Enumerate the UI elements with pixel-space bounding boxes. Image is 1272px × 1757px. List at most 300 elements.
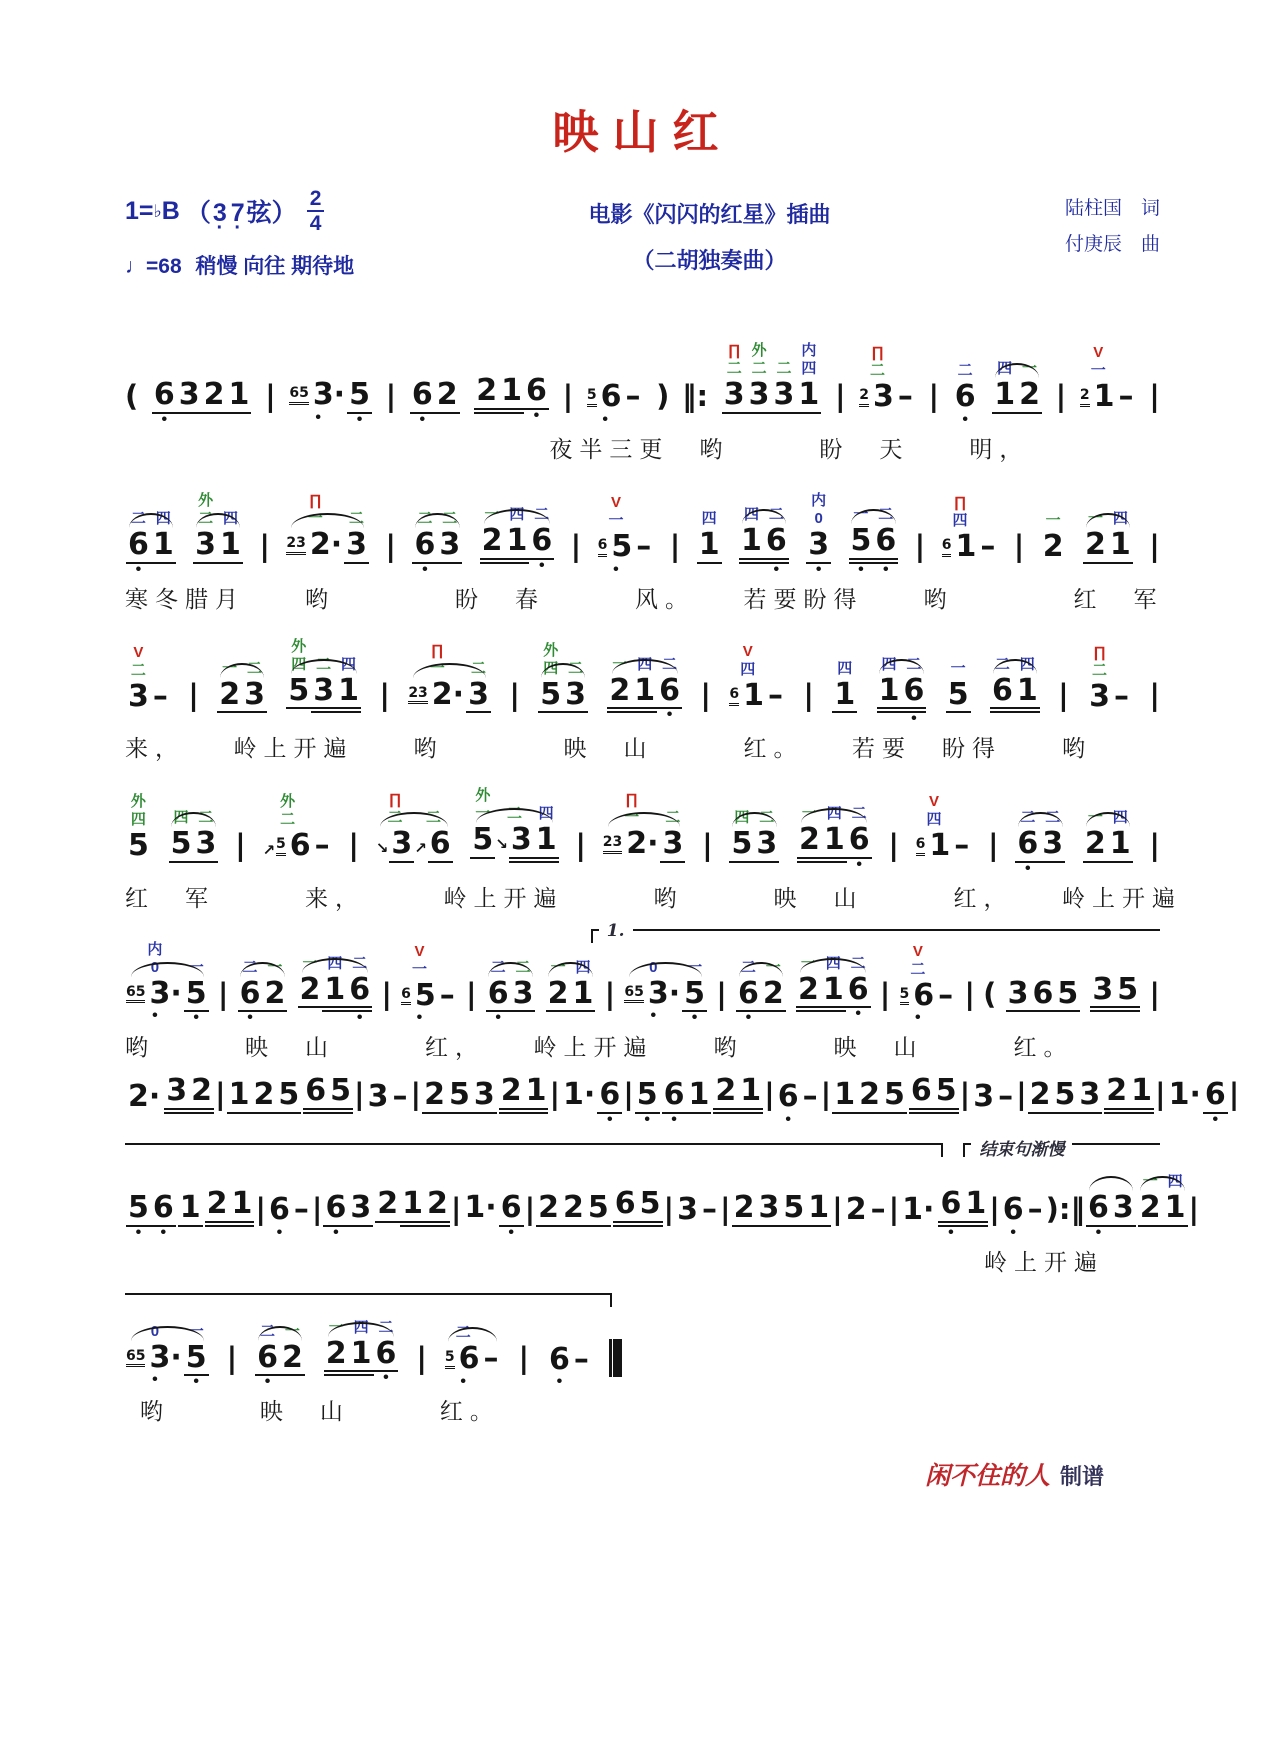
note-group [125, 921, 210, 1028]
note-digit: 6 [909, 1074, 934, 1114]
note-main [1006, 977, 1031, 1013]
note-digit: 6 [375, 1335, 397, 1371]
note-main [634, 530, 653, 564]
octave-dot: • [276, 1223, 283, 1241]
note [1080, 324, 1117, 429]
duration-dash: – [702, 1191, 717, 1227]
note-group [409, 322, 461, 429]
note [586, 1135, 611, 1242]
barline: | [1016, 1076, 1027, 1111]
note-main [1017, 378, 1042, 414]
fingering-mark: 四 [740, 661, 756, 679]
end-repeat-sign: ):‖ [1045, 1191, 1086, 1226]
fingering-annotations [354, 1281, 369, 1337]
note-main [472, 1078, 497, 1114]
note-main [286, 674, 311, 710]
note-group [545, 921, 597, 1028]
octave-dot: • [152, 1007, 158, 1025]
note-digit: 6 [1032, 975, 1054, 1011]
note [796, 322, 821, 429]
score-line [125, 1131, 1200, 1277]
transcriber-suffix: 制谱 [1059, 1464, 1104, 1491]
octave-dot [685, 1227, 689, 1242]
note-main [877, 674, 902, 714]
note [869, 1137, 888, 1242]
barline: | [416, 1341, 427, 1376]
note-digit: 6 [548, 1341, 570, 1377]
octave-dot [1148, 1227, 1152, 1242]
duration-dash: – [938, 977, 954, 1013]
note-group [163, 1066, 215, 1127]
fingering-annotations [1143, 1135, 1158, 1191]
note [311, 618, 336, 729]
note-digit: 2 [1104, 1074, 1129, 1114]
page-title: 映山红 [552, 105, 733, 159]
note-digit: 2 [253, 1077, 275, 1113]
fingering-mark: 一 [950, 659, 966, 677]
note-digit: 5 [947, 676, 969, 712]
note-digit: 3 [808, 526, 830, 562]
notes-row [125, 1281, 622, 1392]
fingering-mark: 四 [130, 811, 146, 829]
fingering-mark: 二 [316, 655, 332, 673]
note-main [896, 380, 915, 414]
note [1104, 1066, 1129, 1127]
note-digit: 2 [480, 524, 505, 564]
octave-dot [1002, 414, 1006, 429]
fingering-annotations [1113, 771, 1128, 827]
octave-dot [1124, 414, 1128, 429]
fingering-annotations [568, 622, 583, 678]
note-digit: 6 [414, 526, 436, 562]
note-digit: 1 [504, 524, 529, 564]
note-digit: 2 [796, 973, 821, 1013]
octave-dot [1183, 1112, 1187, 1125]
barline: | [879, 977, 891, 1012]
note [126, 921, 184, 1028]
octave-dot [188, 1227, 192, 1242]
note [280, 1285, 305, 1392]
barline: | [379, 678, 390, 713]
open-paren-barline: ( [125, 378, 139, 413]
string-note-7: 7 · [231, 199, 245, 228]
barline: | [259, 528, 270, 563]
note [376, 771, 414, 878]
note-group [1040, 474, 1067, 579]
note [1028, 1070, 1053, 1127]
octave-dot: • [356, 410, 363, 428]
note [1111, 1135, 1136, 1242]
note [797, 767, 822, 878]
note-digit: 1 [336, 674, 361, 714]
note-main [1077, 1078, 1102, 1114]
octave-dot [313, 1114, 317, 1127]
fingering-mark: 二 [776, 360, 792, 378]
fingering-annotations [516, 921, 531, 977]
note [289, 322, 347, 429]
volta-label: 1. [599, 921, 633, 941]
note [738, 1066, 763, 1127]
flat-sign: ♭ [153, 200, 162, 221]
octave-dot: • [135, 560, 142, 578]
octave-dot: • [666, 706, 673, 724]
note-digit: 3 [677, 1191, 698, 1227]
octave-dot: • [671, 1110, 677, 1128]
fingering-mark: 一 [612, 655, 628, 673]
fingering-annotations [222, 622, 237, 678]
note-main [184, 1341, 209, 1377]
note [638, 1131, 663, 1242]
octave-dot: • [644, 1110, 651, 1128]
note-digit: 5 [472, 822, 494, 858]
note-digit: 3 [756, 826, 778, 862]
barline: | [549, 1076, 561, 1111]
octave-dot: • [533, 406, 540, 424]
fingering-annotations [509, 468, 524, 524]
fingering-annotations [995, 618, 1010, 674]
note-group [775, 1072, 821, 1127]
note [754, 771, 779, 878]
grace-notes: 65 [126, 1349, 145, 1368]
grace-notes: 6 [401, 987, 411, 1006]
duration-dash: – [897, 379, 913, 415]
note-group [546, 1287, 592, 1392]
note-group [375, 771, 454, 878]
fingering-mark: 一 [284, 1322, 300, 1340]
fingering-mark: 一 [1022, 360, 1038, 378]
duration-dash: – [636, 528, 652, 564]
octave-dot [431, 863, 435, 878]
note [766, 623, 785, 728]
note-main [772, 378, 797, 414]
note [700, 1137, 719, 1242]
barline: | [716, 977, 727, 1012]
note-main [821, 973, 846, 1013]
note [832, 622, 857, 729]
note-digit: 5 [349, 377, 370, 413]
note-group [1085, 1135, 1137, 1242]
octave-dot [215, 1227, 219, 1242]
film-caption: 电影《闪闪的红星》插曲 [588, 202, 831, 227]
octave-dot [338, 1114, 342, 1127]
note [1108, 472, 1133, 579]
note-digit: 5 [883, 1077, 905, 1113]
octave-dot: • [606, 1110, 613, 1128]
note-main [1026, 1193, 1045, 1227]
note-main [942, 530, 979, 564]
note-main [242, 678, 267, 714]
octave-dot [515, 564, 519, 579]
fingering-mark: 外 [751, 342, 767, 360]
note [495, 767, 533, 878]
note-main [151, 680, 170, 714]
note-digit: 6 [1088, 1189, 1109, 1225]
fingering-annotations [491, 921, 506, 977]
transcriber-signature: 闲不住的人 [924, 1461, 1050, 1491]
fingering-annotations [285, 1285, 300, 1341]
octave-dot [765, 863, 769, 878]
downbow-icon: ∏ [309, 491, 322, 509]
note [900, 923, 937, 1028]
note-main [1117, 380, 1136, 414]
note [538, 622, 563, 729]
note [1115, 917, 1140, 1028]
note-group [151, 322, 253, 429]
note-group [1086, 624, 1132, 729]
octave-dot [745, 713, 749, 728]
fingering-annotations [378, 1281, 393, 1337]
note-main [164, 1074, 189, 1114]
note-main [586, 1191, 611, 1227]
octave-dot [887, 713, 891, 728]
note-digit: 2 [436, 377, 458, 413]
note-main [1203, 1078, 1228, 1114]
grace-notes: 5 [445, 1350, 455, 1369]
barline: | [914, 528, 926, 563]
octave-dot [262, 1114, 266, 1127]
note [1015, 771, 1040, 878]
note-main [1090, 973, 1115, 1013]
octave-dot: • [650, 1007, 657, 1025]
note-digit: 1 [1093, 379, 1115, 415]
note-main [255, 1341, 280, 1377]
barline: | [509, 678, 520, 713]
fingering-annotations [1046, 474, 1061, 530]
subtitle-block [589, 192, 831, 284]
fingering-annotations [426, 771, 441, 827]
note-main [747, 378, 772, 414]
note-main [1053, 1078, 1078, 1114]
fingering-annotations [147, 921, 162, 977]
note-digit: 2 [1085, 526, 1106, 562]
octave-dot [808, 1114, 812, 1127]
note-main [729, 679, 766, 713]
note [607, 618, 632, 729]
note [529, 468, 554, 579]
fingering-annotations [174, 771, 189, 827]
note [978, 474, 997, 579]
note [366, 1072, 391, 1127]
octave-dot [1114, 1114, 1118, 1127]
note-group [498, 1066, 550, 1127]
note-group [915, 773, 973, 878]
note-group [728, 771, 780, 878]
note-main [1030, 977, 1055, 1013]
note [151, 472, 176, 579]
note-digit: 5 [783, 1189, 805, 1225]
note [408, 622, 466, 729]
octave-dot [410, 1227, 414, 1242]
note [657, 618, 682, 729]
octave-dot [579, 1376, 583, 1391]
barline: | [989, 1191, 1000, 1226]
fingering-mark: 二 [352, 954, 368, 972]
fingering-mark: 一 [624, 809, 640, 827]
octave-dot [179, 863, 183, 878]
note-digit: 3 [391, 826, 413, 862]
octave-dot [1038, 1114, 1042, 1127]
grace-notes: 23 [603, 835, 622, 854]
octave-dot [1025, 713, 1029, 728]
octave-dot [956, 713, 960, 728]
fingering-annotations [906, 618, 921, 674]
note-main [438, 979, 457, 1013]
note [375, 1131, 400, 1242]
fingering-mark: 二 [455, 1324, 471, 1342]
note-main [151, 528, 176, 564]
note-main [499, 374, 524, 414]
note-group [560, 1070, 623, 1127]
note [169, 771, 194, 878]
fingering-annotations [741, 921, 756, 977]
octave-dot: • [315, 409, 322, 427]
note-digit: 6 [1017, 826, 1039, 862]
fingering-mark: 四 [155, 509, 171, 527]
note [1138, 1135, 1163, 1242]
note-digit: 1 [698, 526, 720, 562]
note-group [1014, 771, 1066, 878]
octave-dot: • [538, 556, 545, 574]
note-digit: 3 [758, 1189, 780, 1225]
note-main [990, 674, 1015, 714]
note-main [756, 1191, 781, 1227]
note [390, 1072, 409, 1127]
octave-dot [299, 1227, 303, 1242]
note [739, 468, 764, 579]
note-digit: 5 [684, 975, 706, 1011]
note-digit: 5 [128, 828, 149, 864]
octave-dot [1027, 414, 1031, 429]
fingering-mark: 一 [188, 1322, 204, 1340]
note-digit: 6 [289, 828, 311, 864]
fingering-annotations [1113, 472, 1128, 528]
fingering-mark: 二 [507, 805, 523, 823]
note [1017, 322, 1042, 429]
note-digit: 2 [264, 975, 286, 1011]
note-group [858, 324, 916, 429]
duration-dash: – [768, 678, 784, 714]
fingering-mark: 二 [751, 360, 767, 378]
note [482, 1286, 501, 1391]
note-digit: 3 [439, 526, 461, 562]
note-main [410, 378, 435, 414]
octave-dot: • [333, 1223, 339, 1241]
note-group [721, 322, 823, 429]
note-main [857, 1078, 882, 1114]
fingering-mark: 四 [327, 954, 343, 972]
octave-dot [577, 1112, 581, 1125]
note [438, 923, 457, 1028]
note-main [1083, 827, 1108, 863]
close-paren-barline: ) [656, 378, 670, 413]
note-digit: 1 [152, 526, 174, 562]
notes-row [125, 1066, 1240, 1128]
duration-dash: – [293, 1191, 309, 1227]
lyrics-line: 岭上开遍 [984, 1249, 1105, 1276]
note-digit: 5 [638, 1187, 663, 1227]
fingering-annotations [727, 322, 742, 378]
fingering-mark: 二 [726, 360, 742, 378]
octave-dot [596, 1227, 600, 1242]
note-group [407, 622, 492, 729]
note-main [126, 680, 151, 714]
note-main [349, 1337, 374, 1377]
barline: | [188, 678, 199, 713]
note [776, 1072, 801, 1127]
octave-dot [476, 713, 480, 728]
fingering-annotations [417, 472, 432, 528]
note [177, 322, 202, 429]
fingering-annotations [1088, 771, 1103, 827]
note [1077, 1070, 1102, 1127]
barline: | [1149, 827, 1160, 862]
note-digit: 2 [797, 823, 822, 863]
octave-dot [1118, 564, 1122, 579]
note-group [125, 1285, 210, 1392]
grace-notes: 65 [126, 985, 145, 1004]
octave-dot: • [193, 1009, 199, 1027]
barline: | [700, 678, 712, 713]
fingering-mark: 二 [471, 659, 487, 677]
note [344, 472, 369, 579]
fingering-mark: 四 [341, 655, 357, 673]
octave-dot [556, 1012, 560, 1027]
note [736, 921, 761, 1028]
note [660, 771, 685, 878]
note [1015, 618, 1040, 729]
note [682, 921, 707, 1028]
fingering-annotations [740, 623, 755, 679]
octave-dot [237, 414, 241, 429]
octave-dot: • [193, 1373, 199, 1391]
note-digit: 2 [859, 1077, 880, 1113]
composer-credit: 付庚辰 曲 [1064, 233, 1160, 256]
slide-arrow-icon: ↗ [262, 841, 276, 860]
note [882, 1070, 907, 1127]
octave-dot: • [602, 410, 608, 428]
octave-dot [204, 863, 208, 878]
octave-dot: • [856, 855, 862, 873]
octave-dot: • [948, 1223, 954, 1241]
note-main [832, 678, 857, 714]
note [536, 1135, 561, 1242]
octave-dot: • [855, 1005, 861, 1023]
note [298, 917, 323, 1028]
note-digit: 6 [613, 1187, 638, 1227]
note-digit: 2 [281, 1339, 303, 1375]
note-main [675, 1193, 700, 1227]
note-digit: 6 [847, 971, 869, 1007]
fingering-mark: 一 [800, 954, 816, 972]
fingering-mark: 二 [878, 505, 894, 523]
downbow-icon: ∏ [388, 791, 402, 809]
note [1129, 1066, 1154, 1127]
note-digit: 3· [149, 975, 182, 1011]
note-digit: 2· [431, 676, 465, 712]
score-line [125, 767, 1182, 913]
barline: | [720, 1191, 731, 1226]
note [474, 318, 499, 429]
note [1112, 624, 1131, 729]
note-group [411, 472, 463, 579]
octave-dot [509, 414, 513, 429]
note-digit: 2 [219, 676, 241, 712]
octave-dot [313, 562, 317, 577]
note-main [869, 1193, 888, 1227]
upbow-icon: V [912, 942, 923, 960]
fingering-annotations [198, 472, 213, 528]
barline: | [1149, 378, 1160, 413]
